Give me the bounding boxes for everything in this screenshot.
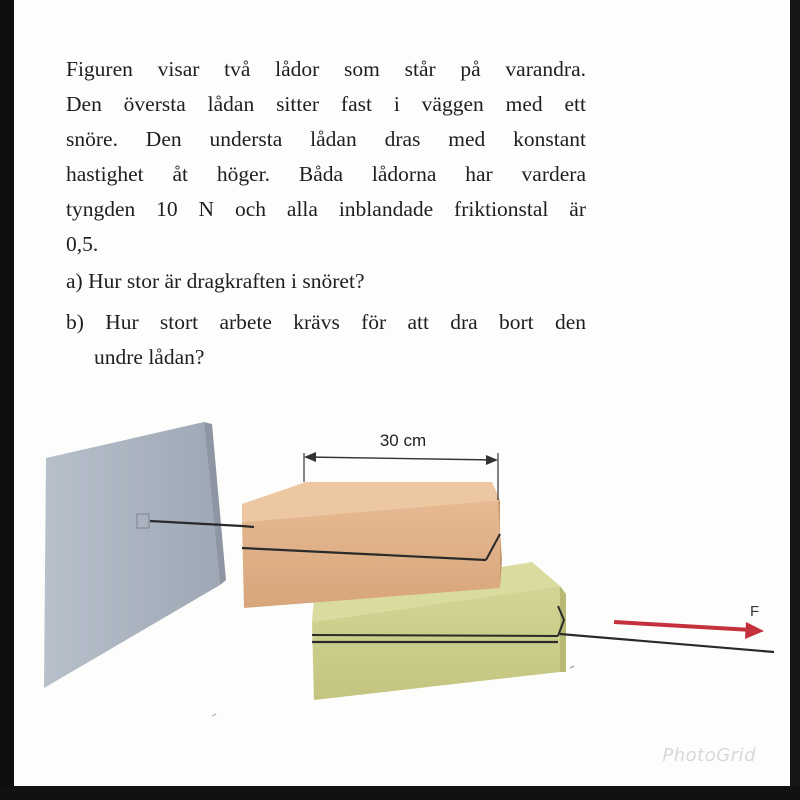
force-arrow: [614, 622, 764, 639]
problem-line-3: snöre. Den understa lådan dras med konstant: [66, 127, 586, 151]
question-b: [66, 305, 586, 375]
photo-frame-bottom: [0, 786, 800, 800]
wall: [44, 422, 220, 688]
problem-line-5: tyngden 10 N och alla inblandade friktionstal är: [66, 197, 586, 221]
force-label: F: [750, 603, 760, 620]
photo-frame-left: [0, 0, 14, 800]
scan-speck: [570, 666, 574, 668]
problem-line-6: 0,5.: [66, 232, 99, 256]
top-box: [242, 482, 502, 608]
scan-speck: [212, 714, 216, 716]
photo-frame-right: [790, 0, 800, 800]
dimension-label: 30 cm: [379, 431, 427, 450]
question-a: a) Hur stor är dragkraften i snöret?: [66, 269, 365, 293]
question-b-line-1: b) Hur stort arbete krävs för att dra bort den: [66, 310, 586, 334]
textbook-page: [14, 0, 790, 786]
boxes-illustration: [14, 410, 790, 740]
problem-line-2: Den översta lådan sitter fast i väggen med ett: [66, 92, 586, 116]
problem-text: [66, 52, 586, 375]
pull-string: [560, 634, 774, 652]
watermark: PhotoGrid: [662, 745, 756, 766]
problem-line-4: hastighet åt höger. Båda lådorna har vardera: [66, 162, 586, 186]
problem-line-1: Figuren visar två lådor som står på varandra.: [66, 57, 586, 81]
question-b-line-2: undre lådan?: [94, 345, 205, 369]
